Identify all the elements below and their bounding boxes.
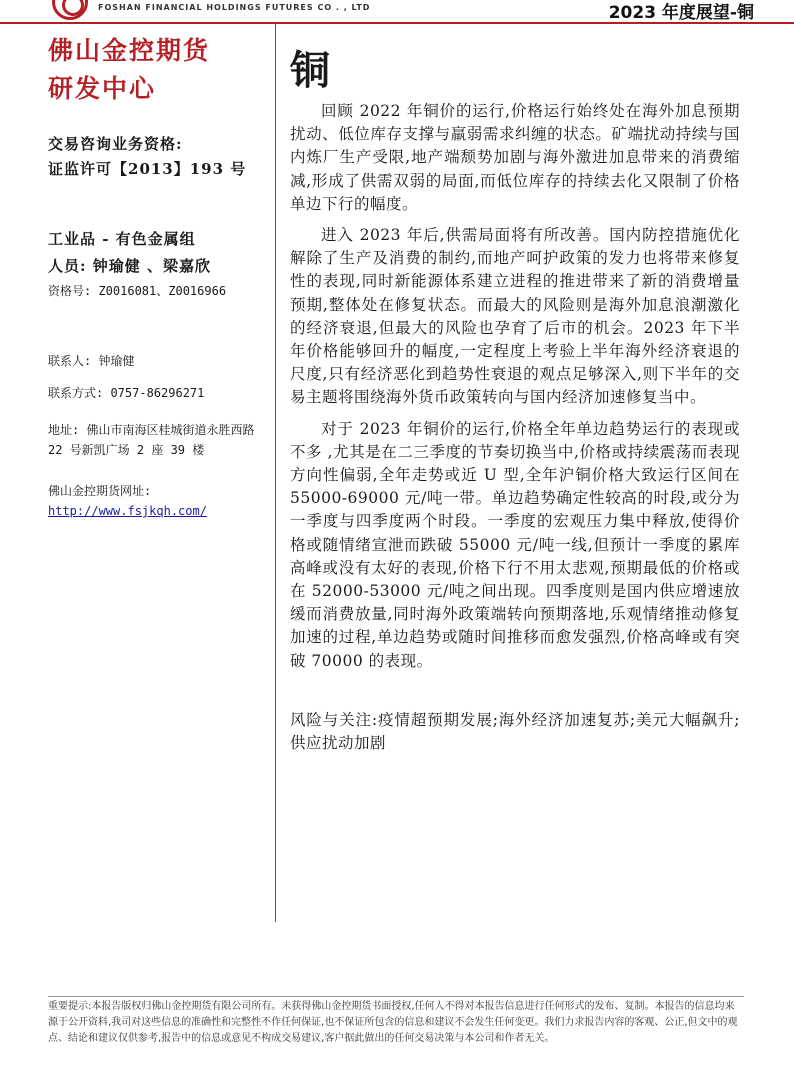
sidebar bbox=[48, 32, 268, 520]
org-name bbox=[48, 32, 268, 108]
website-label: 佛山金控期货网址: bbox=[48, 484, 152, 498]
contact-phone: 联系方式: 0757-86296271 bbox=[48, 386, 205, 400]
qualification-label: 交易咨询业务资格: bbox=[48, 135, 183, 153]
research-people: 人员: 钟瑜健 、梁嘉欣 bbox=[48, 257, 211, 275]
page-header bbox=[0, 0, 794, 24]
price-forecast-paragraph: 对于 2023 年铜价的运行,价格全年单边趋势运行的表现或不多 ,尤其是在二三季度的节奏切换当中,价格或持续震荡而表现方向性偏弱,全年走势或近 U 型,全年沪铜价格大致运行区间在 55000-69000 元/吨一带。单边趋势确定性较高的时段,或分为一季度与四季度两个时段。一季度的宏观压力集中释放,使得价格或随情绪宣泄而跌破 55000 元/吨一线,但预计一季度的累库高峰或没有太好的表现,价格下行不用太悲观,预期最低的价格或在 52000-53000 元/吨之间出现。四季度则是国内供应增速放缓而消费放量,同时海外政策端转向预期落地,乐观情绪推动修复加速的过程,单边趋势或随时间推移而愈发强烈,价格高峰或有突破 70000 的表现。 bbox=[290, 419, 740, 670]
qualification bbox=[48, 132, 268, 182]
website-link[interactable]: http://www.fsjkqh.com/ bbox=[48, 504, 207, 518]
report-title: 2023 年度展望-铜 bbox=[608, 3, 754, 23]
certificate-numbers: 资格号: Z0016081、Z0016966 bbox=[48, 284, 227, 298]
company-logo-icon bbox=[52, 0, 88, 20]
column-divider bbox=[275, 22, 276, 922]
org-name-line2: 研发中心 bbox=[48, 74, 157, 103]
qualification-license: 证监许可【2013】193 号 bbox=[48, 160, 247, 178]
review-paragraph: 回顾 2022 年铜价的运行,价格运行始终处在海外加息预期扰动、低位库存支撑与羸弱需求纠缠的状态。矿端扰动持续与国内炼厂生产受限,地产端颓势加剧与海外激进加息带来的消费缩减,形成了供需双弱的局面,而低位库存的持续去化又限制了价格单边下行的幅度。 bbox=[290, 102, 740, 213]
risk-notice: 风险与关注:疫情超预期发展;海外经济加速复苏;美元大幅飙升;供应扰动加剧 bbox=[290, 710, 740, 753]
org-name-line1: 佛山金控期货 bbox=[48, 36, 211, 65]
address: 地址: 佛山市南海区桂城街道永胜西路 22 号新凯广场 2 座 39 楼 bbox=[48, 423, 255, 457]
metal-heading: 铜 bbox=[290, 48, 330, 94]
contact-person: 联系人: 钟瑜健 bbox=[48, 354, 135, 368]
main-content bbox=[290, 46, 740, 755]
disclaimer: 重要提示:本报告版权归佛山金控期货有限公司所有。未获得佛山金控期货书面授权,任何人不得对本报告信息进行任何形式的发布、复制。本报告的信息均来源于公开资料,我司对这些信息的准确性和完整性不作任何保证,也不保证所包含的信息和建议不会发生任何变更。我们力求报告内容的客观、公正,但文中的观点、结论和建议仅供参考,报告中的信息或意见不构成交易建议,客户据此做出的任何交易决策与本公司和作者无关。 bbox=[48, 996, 744, 1047]
outlook-paragraph: 进入 2023 年后,供需局面将有所改善。国内防控措施优化解除了生产及消费的制约,而地产呵护政策的发力也将带来修复性的表现,同时新能源体系建立进程的推进带来了新的消费增量预期,整体处在修复状态。而最大的风险则是海外加息浪潮激化的经济衰退,但最大的风险也孕育了后市的机会。2023 年下半年价格能够回升的幅度,一定程度上考验上半年海外经济衰退的尺度,只有经济恶化到趋势性衰退的观点足够深入,则下半年的交易主题将围绕海外货币政策转向与国内经济加速修复当中。 bbox=[290, 226, 740, 407]
company-english-name: FOSHAN FINANCIAL HOLDINGS FUTURES CO . , LTD bbox=[98, 3, 371, 12]
research-group: 工业品 - 有色金属组 bbox=[48, 230, 196, 248]
